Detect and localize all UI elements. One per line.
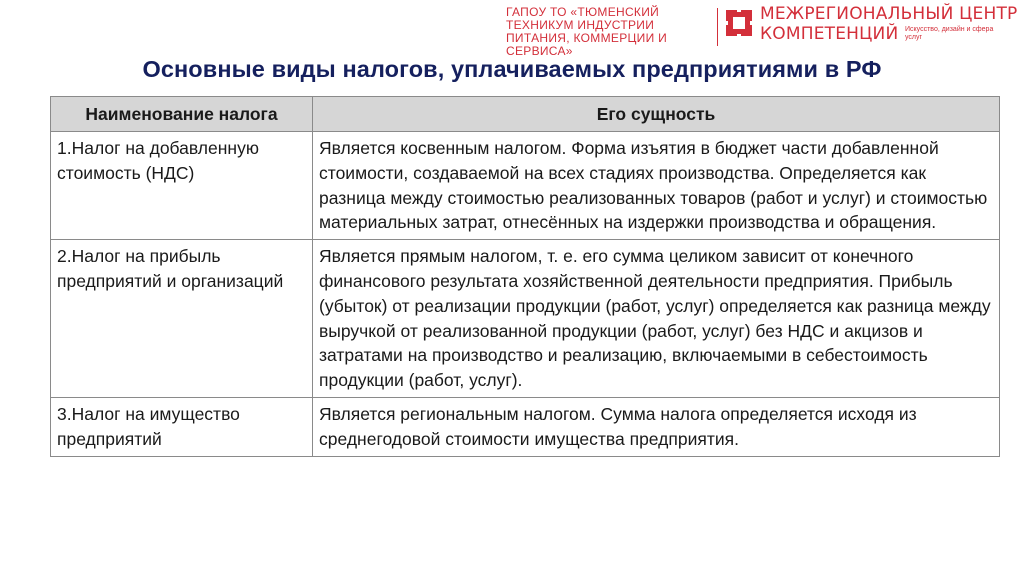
center-name-line1: МЕЖРЕГИОНАЛЬНЫЙ ЦЕНТР <box>760 4 1018 24</box>
tax-essence-cell: Является региональным налогом. Сумма налога определяется исходя из среднегодовой стоимости имущества предприятия. <box>313 397 1000 456</box>
tax-name-cell: 1.Налог на добавленную стоимость (НДС) <box>51 132 313 240</box>
table-row <box>51 397 1000 456</box>
center-logo-icon <box>724 8 754 38</box>
tax-table <box>50 96 1000 457</box>
page-title: Основные виды налогов, уплачиваемых предприятиями в РФ <box>142 56 882 82</box>
header-tax-name: Наименование налога <box>51 97 313 132</box>
table-row <box>51 240 1000 398</box>
tax-essence-cell: Является косвенным налогом. Форма изъятия в бюджет части добавленной стоимости, создаваемой на всех стадиях производства. Определяется как разница между стоимостью реализованных товаров (работ и услуг) и стоимостью материальных затрат, отнесённых на издержки производства и обращения. <box>313 132 1000 240</box>
tax-name-cell: 2.Налог на прибыль предприятий и организаций <box>51 240 313 398</box>
table-row <box>51 132 1000 240</box>
header-divider <box>717 8 718 46</box>
org-name: ГАПОУ ТО «ТЮМЕНСКИЙ ТЕХНИКУМ ИНДУСТРИИ ПИТАНИЯ, КОММЕРЦИИ И СЕРВИСА» <box>506 5 668 58</box>
center-name-line2: КОМПЕТЕНЦИЙ <box>760 24 899 44</box>
header-logos <box>498 4 1018 58</box>
tax-essence-cell: Является прямым налогом, т. е. его сумма целиком зависит от конечного финансового результата хозяйственной деятельности предприятия. Прибыль (убыток) от реализации продукции (работ, услуг) определяется как разница между выручкой от реализованной продукции (работ, услуг) без НДС и акцизов и затратами на производство и реализацию, включаемыми в себестоимость продукции (работ, услуг). <box>313 240 1000 398</box>
center-subtitle: Искусство, дизайн и сфера услуг <box>905 26 994 41</box>
header-essence: Его сущность <box>313 97 1000 132</box>
table-header-row <box>51 97 1000 132</box>
tax-name-cell: 3.Налог на имущество предприятий <box>51 397 313 456</box>
